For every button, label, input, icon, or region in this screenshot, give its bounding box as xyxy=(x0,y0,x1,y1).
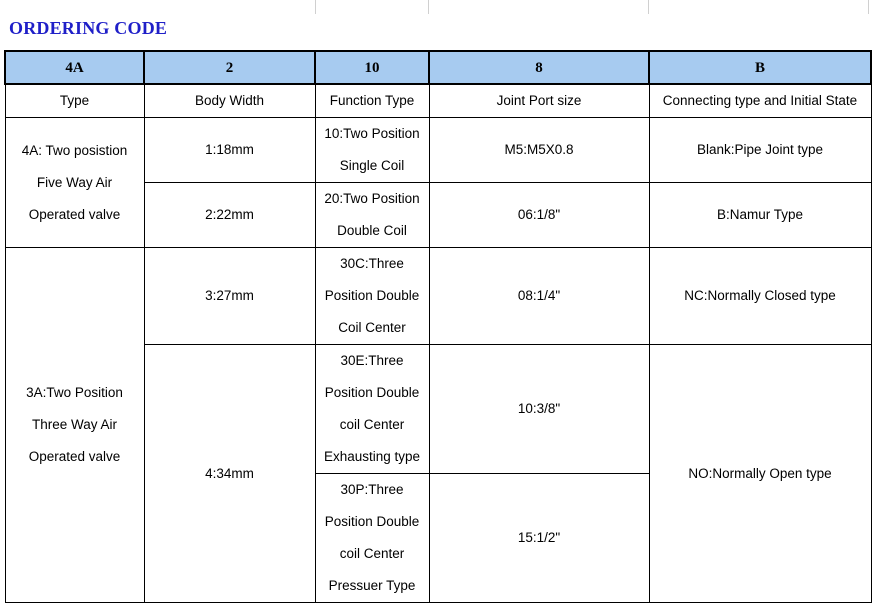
code-cell-joint-port: 8 xyxy=(429,51,649,84)
code-cell-connecting-type: B xyxy=(649,51,871,84)
function-type-cell xyxy=(315,345,429,474)
code-cell-function-type: 10 xyxy=(315,51,429,84)
connecting-type-cell: B:Namur Type xyxy=(649,183,871,248)
header-row xyxy=(5,84,871,118)
type-line: 3A:Two Position xyxy=(26,385,123,400)
function-line: Single Coil xyxy=(339,158,405,173)
function-type-cell xyxy=(315,183,429,248)
sheet-gridline xyxy=(868,0,869,14)
sheet-gridline xyxy=(648,0,649,14)
function-line: 20:Two Position xyxy=(324,191,420,206)
header-joint-port-size: Joint Port size xyxy=(429,84,649,118)
function-type-cell xyxy=(315,248,429,345)
code-cell-type: 4A xyxy=(5,51,144,84)
function-line: coil Center xyxy=(339,546,405,561)
joint-port-cell: 15:1/2" xyxy=(429,474,649,603)
function-line: 30C:Three xyxy=(340,256,404,271)
function-line: Exhausting type xyxy=(323,449,421,464)
sheet-gridline xyxy=(315,0,316,14)
body-width-cell: 2:22mm xyxy=(144,183,315,248)
header-body-width: Body Width xyxy=(144,84,315,118)
table-row xyxy=(5,248,871,345)
function-type-cell xyxy=(315,118,429,183)
connecting-type-cell: NO:Normally Open type xyxy=(649,345,871,603)
body-width-cell: 1:18mm xyxy=(144,118,315,183)
body-width-cell: 4:34mm xyxy=(144,345,315,603)
connecting-type-cell: Blank:Pipe Joint type xyxy=(649,118,871,183)
connecting-type-cell: NC:Normally Closed type xyxy=(649,248,871,345)
function-line: Position Double xyxy=(324,385,420,400)
joint-port-cell: 06:1/8" xyxy=(429,183,649,248)
type-line: 4A: Two posistion xyxy=(21,142,128,158)
header-connecting-type: Connecting type and Initial State xyxy=(649,84,871,118)
joint-port-cell: 10:3/8" xyxy=(429,345,649,474)
function-line: Pressuer Type xyxy=(328,578,416,593)
header-type: Type xyxy=(5,84,144,118)
type-cell-three-way xyxy=(5,248,144,603)
joint-port-cell: 08:1/4" xyxy=(429,248,649,345)
function-line: 10:Two Position xyxy=(324,126,420,141)
function-line: Position Double xyxy=(324,514,420,529)
type-line: Three Way Air xyxy=(31,417,118,432)
type-line: Five Way Air xyxy=(36,174,113,190)
type-line: Operated valve xyxy=(28,206,121,222)
type-cell-four-way xyxy=(5,118,144,248)
code-row xyxy=(5,51,871,84)
function-line: 30E:Three xyxy=(340,353,404,368)
body-width-cell: 3:27mm xyxy=(144,248,315,345)
function-type-cell xyxy=(315,474,429,603)
type-line: Operated valve xyxy=(28,449,121,464)
function-line: Coil Center xyxy=(338,320,406,335)
sheet-gridline xyxy=(428,0,429,14)
table-row xyxy=(5,118,871,183)
page-title: ORDERING CODE xyxy=(9,18,168,38)
function-line: coil Center xyxy=(339,417,405,432)
code-cell-body-width: 2 xyxy=(144,51,315,84)
function-line: Position Double xyxy=(324,288,420,303)
function-line: Double Coil xyxy=(337,223,407,238)
joint-port-cell: M5:M5X0.8 xyxy=(429,118,649,183)
function-line: 30P:Three xyxy=(340,482,404,497)
header-function-type: Function Type xyxy=(315,84,429,118)
ordering-code-table xyxy=(4,50,872,603)
